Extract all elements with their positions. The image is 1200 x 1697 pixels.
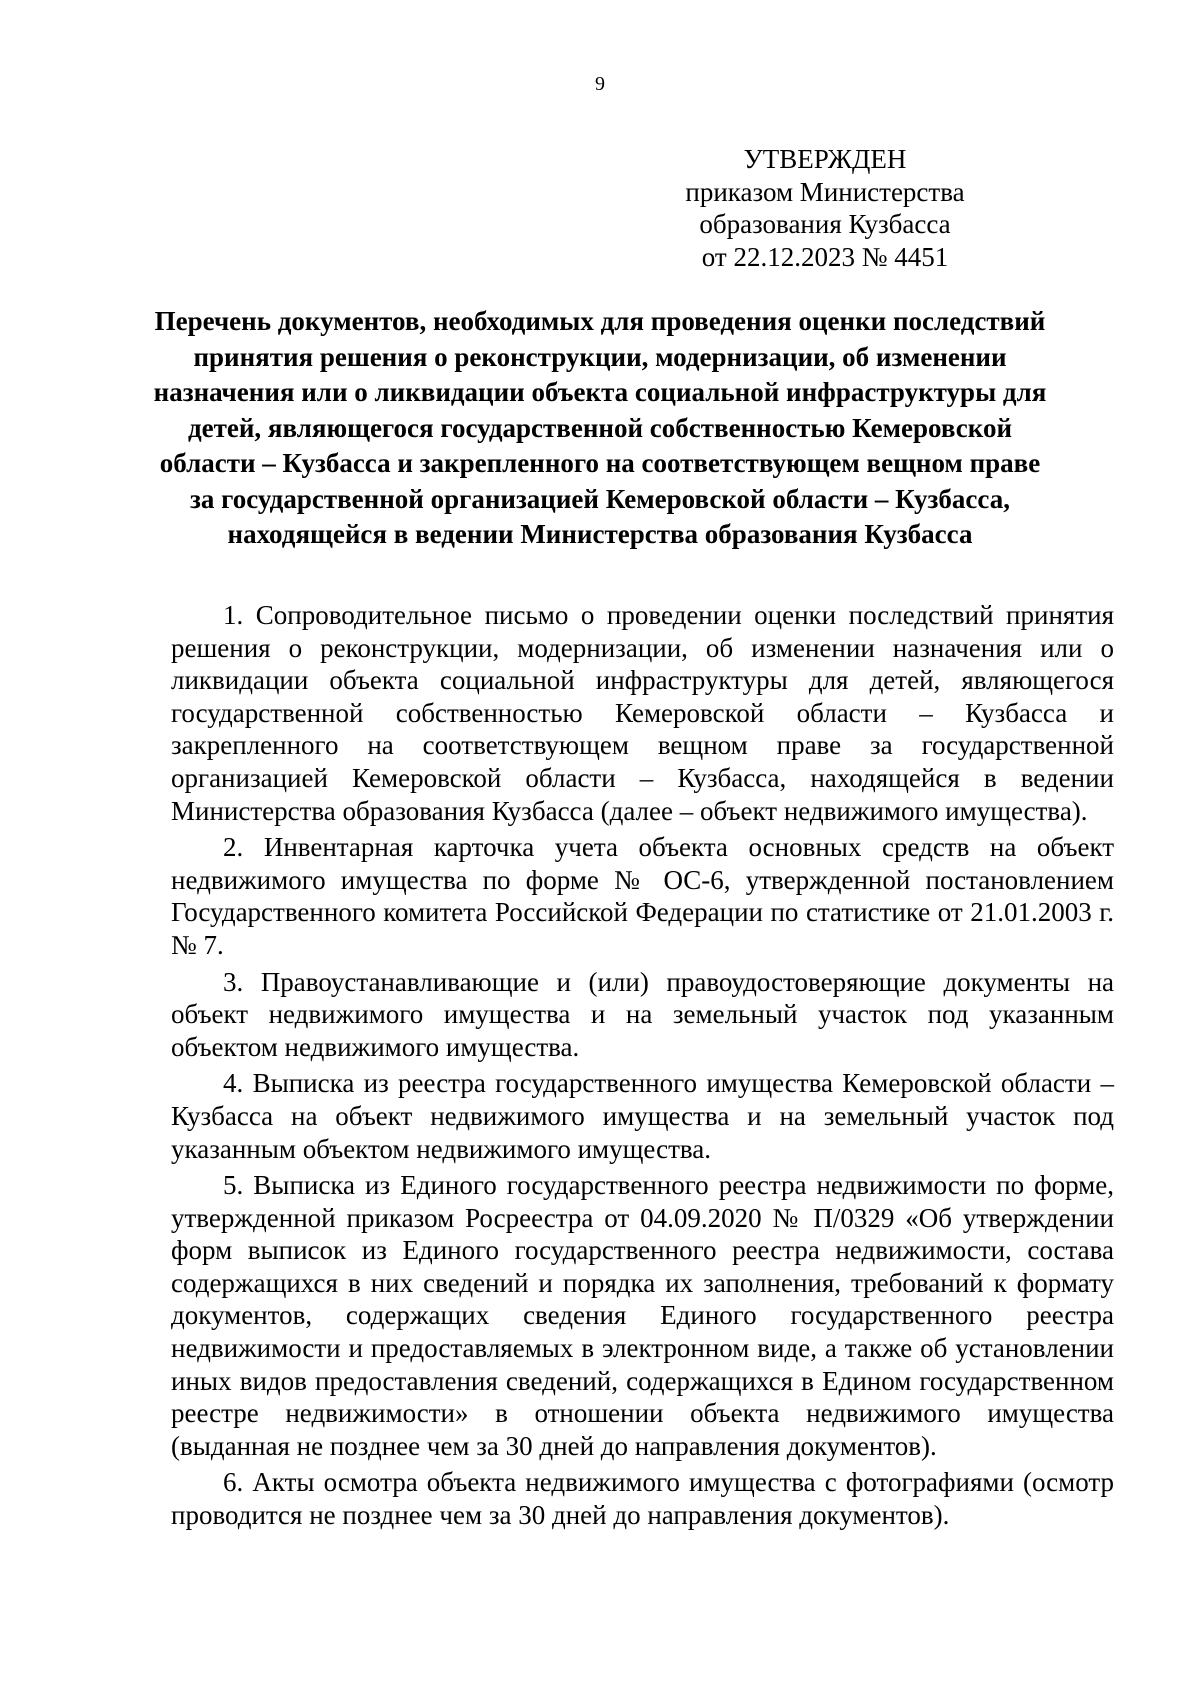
approval-stamp [660,143,990,273]
title-line: принятия решения о реконструкции, модернизации, об изменении [193,341,1007,372]
approval-line-order: приказом Министерства [685,176,965,207]
title-line: детей, являющегося государственной собственностью Кемеровской [187,412,1012,443]
list-item [171,966,1114,1064]
list-item [171,599,1114,827]
approval-line-approved: УТВЕРЖДЕН [743,144,907,174]
title-line: Перечень документов, необходимых для проведения оценки последствий [154,306,1046,336]
title-line: области – Кузбасса и закрепленного на соответствующем вещном праве [159,448,1041,478]
item-number: 4. [223,1068,244,1099]
list-item [171,1169,1114,1462]
item-text: Акты осмотра объекта недвижимого имущества с фотографиями (осмотр проводится не позднее чем за 30 дней до направления документов). [171,1467,1115,1531]
item-number: 3. [223,966,244,997]
page-number: 9 [595,73,605,95]
item-text: Выписка из Единого государственного реестра недвижимости по форме, утвержденной приказом Росреестра от 04.09.2020 № П/0329 «Об утверждении форм выписок из Единого государственного реестра недвижимости, состава содержащихся в них сведений и порядка их заполнения, требований к формату документов, содержащих сведения Единого государственного реестра недвижимости и предоставляемых в электронном виде, а также об установлении иных видов предоставления сведений, содержащихся в Едином государственном реестре недвижимости» в отношении объекта недвижимого имущества (выданная не позднее чем за 30 дней до направления документов). [171,1170,1115,1461]
approval-line-ministry: образования Кузбасса [699,209,951,239]
item-text: Правоустанавливающие и (или) правоудостоверяющие документы на объект недвижимого имущества и на земельный участок под указанным объектом недвижимого имущества. [171,966,1114,1062]
title-line: назначения или о ликвидации объекта социальной инфраструктуры для [153,377,1047,407]
item-text: Выписка из реестра государственного имущества Кемеровской области – Кузбасса на объект недвижимого имущества и на земельный участок под указанным объектом недвижимого имущества. [171,1068,1114,1164]
title-line: находящейся в ведении Министерства образования Кузбасса [227,519,973,549]
documents-list [171,599,1114,1536]
approval-line-date: от 22.12.2023 № 4451 [701,241,949,272]
document-title [150,304,1050,553]
item-text: Инвентарная карточка учета объекта основных средств на объект недвижимого имущества по форме № ОС-6, утвержденной постановлением Государственного комитета Российской Федерации по статистике от 21.01.2003 г. № 7. [171,832,1114,960]
list-item [171,1466,1114,1531]
item-number: 6. [223,1467,244,1498]
item-text: Сопроводительное письмо о проведении оценки последствий принятия решения о реконструкции, модернизации, об изменении назначения или о ликвидации объекта социальной инфраструктуры для детей, являющегося государственной собственностью Кемеровской области – Кузбасса и закрепленного на соответствующем вещном праве за государственной организацией Кемеровской области – Кузбасса, находящейся в ведении Министерства образования Кузбасса (далее – объект недвижимого имущества). [171,600,1114,826]
item-number: 1. [223,600,244,630]
item-number: 2. [223,832,244,863]
list-item [171,1067,1114,1165]
item-number: 5. [223,1170,244,1201]
list-item [171,831,1114,961]
title-line: за государственной организацией Кемеровской области – Кузбасса, [190,483,1010,514]
